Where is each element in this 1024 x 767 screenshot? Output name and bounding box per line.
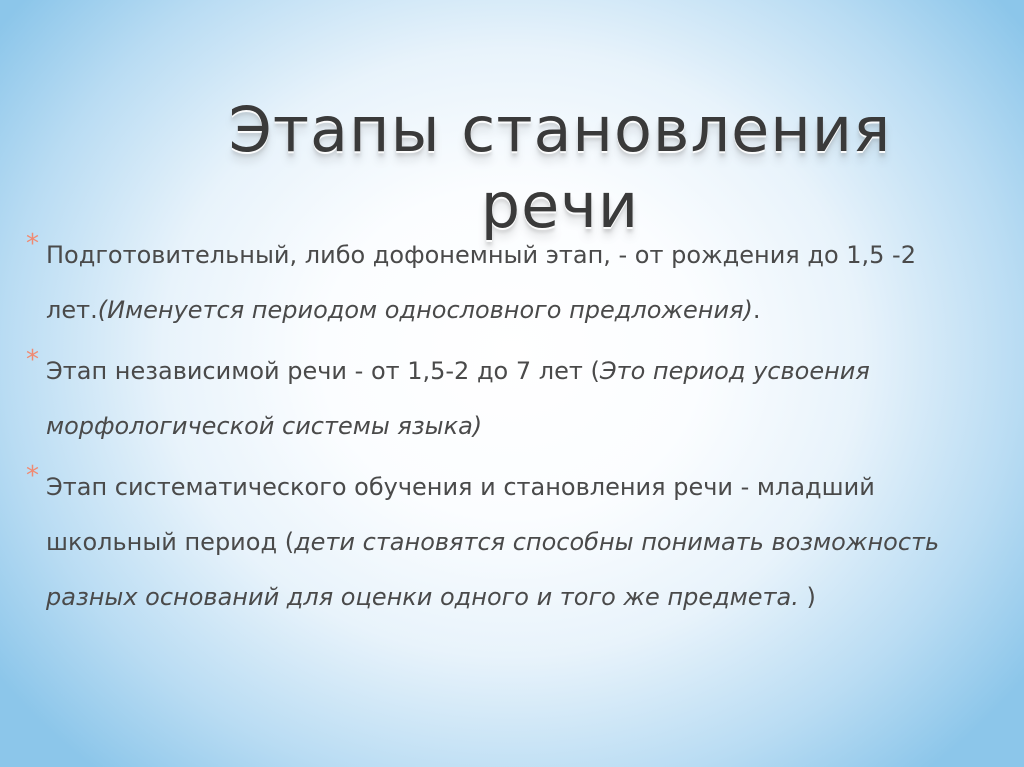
- bullet-tail: .: [752, 296, 761, 324]
- asterisk-bullet-icon: *: [26, 229, 39, 259]
- title-line-1: Этапы становления: [228, 92, 892, 166]
- asterisk-bullet-icon: *: [26, 345, 39, 375]
- bullet-emphasis: (Именуется периодом однословного предложения): [97, 296, 753, 324]
- bullet-tail: ): [798, 583, 816, 611]
- bullet-text: Этап систематического обучения и становления речи - младший школьный период (: [46, 473, 875, 556]
- bullet-item: [22, 344, 972, 454]
- bullet-emphasis: Это период усвоения морфологической системы языка): [46, 357, 870, 440]
- bullet-item: [22, 228, 972, 338]
- title-line-2: речи: [480, 168, 640, 242]
- asterisk-bullet-icon: *: [26, 461, 39, 491]
- bullet-item: [22, 460, 972, 625]
- slide-title: [180, 92, 940, 244]
- bullet-emphasis: дети становятся способны понимать возможность разных оснований для оценки одного и того же предмета.: [46, 528, 940, 611]
- bullet-list: [22, 228, 972, 631]
- bullet-text: Этап независимой речи - от 1,5-2 до 7 лет (: [46, 357, 600, 385]
- bullet-text: Подготовительный, либо дофонемный этап, - от рождения до 1,5 -2 лет.: [46, 241, 916, 324]
